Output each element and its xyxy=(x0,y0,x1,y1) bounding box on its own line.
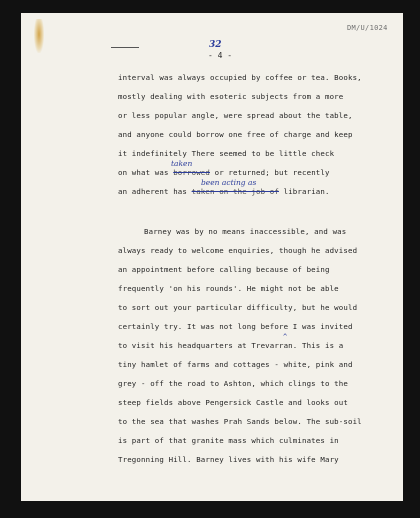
text-line: to sort out your particular difficulty, but he would xyxy=(118,303,358,312)
text-line: frequently 'on his rounds'. He might not be able xyxy=(118,284,339,293)
struck-phrase: taken on the job of xyxy=(191,187,279,196)
text-line: an appointment before calling because of being xyxy=(118,265,330,274)
text-line: steep fields above Pengersick Castle and looks out xyxy=(118,398,348,407)
text-line-edited: on what was borrowed or returned; but recently xyxy=(118,168,330,177)
text-line: to the sea that washes Prah Sands below. The sub-soil xyxy=(118,417,362,426)
handwritten-page-number: 32 xyxy=(209,40,222,50)
text-line: it indefinitely There seemed to be little check xyxy=(118,149,335,158)
text-line: certainly try. It was not long before I was invited xyxy=(118,322,353,331)
text-line: mostly dealing with esoteric subjects from a more xyxy=(118,92,344,101)
text-line: grey - off the road to Ashton, which clings to the xyxy=(118,379,348,388)
typed-rule xyxy=(111,47,139,48)
text-line: is part of that granite mass which culminates in xyxy=(118,436,339,445)
text-line: Tregonning Hill. Barney lives with his wife Mary xyxy=(118,455,339,464)
handwritten-insertion: been acting as xyxy=(201,178,257,187)
text-line: to visit his headquarters at Trevarran. This is a xyxy=(118,341,344,350)
text-line-edited: an adherent has taken on the job of librarian. xyxy=(118,187,330,196)
text-line: always ready to welcome enquiries, though he advised xyxy=(118,246,358,255)
struck-word: borrowed xyxy=(173,168,210,177)
text-line: interval was always occupied by coffee or tea. Books, xyxy=(118,73,362,82)
archive-reference: DM/U/1024 xyxy=(347,24,388,32)
typed-page-number: - 4 - xyxy=(208,51,233,60)
stain-mark xyxy=(34,19,44,53)
text-line: or less popular angle, were spread about the table, xyxy=(118,111,353,120)
insertion-caret: ^ xyxy=(283,333,288,341)
document-page xyxy=(21,13,403,501)
text-line: Barney was by no means inaccessible, and was xyxy=(144,227,347,236)
handwritten-insertion: taken xyxy=(171,159,193,168)
text-line: and anyone could borrow one free of charge and keep xyxy=(118,130,353,139)
text-line: tiny hamlet of farms and cottages - white, pink and xyxy=(118,360,353,369)
